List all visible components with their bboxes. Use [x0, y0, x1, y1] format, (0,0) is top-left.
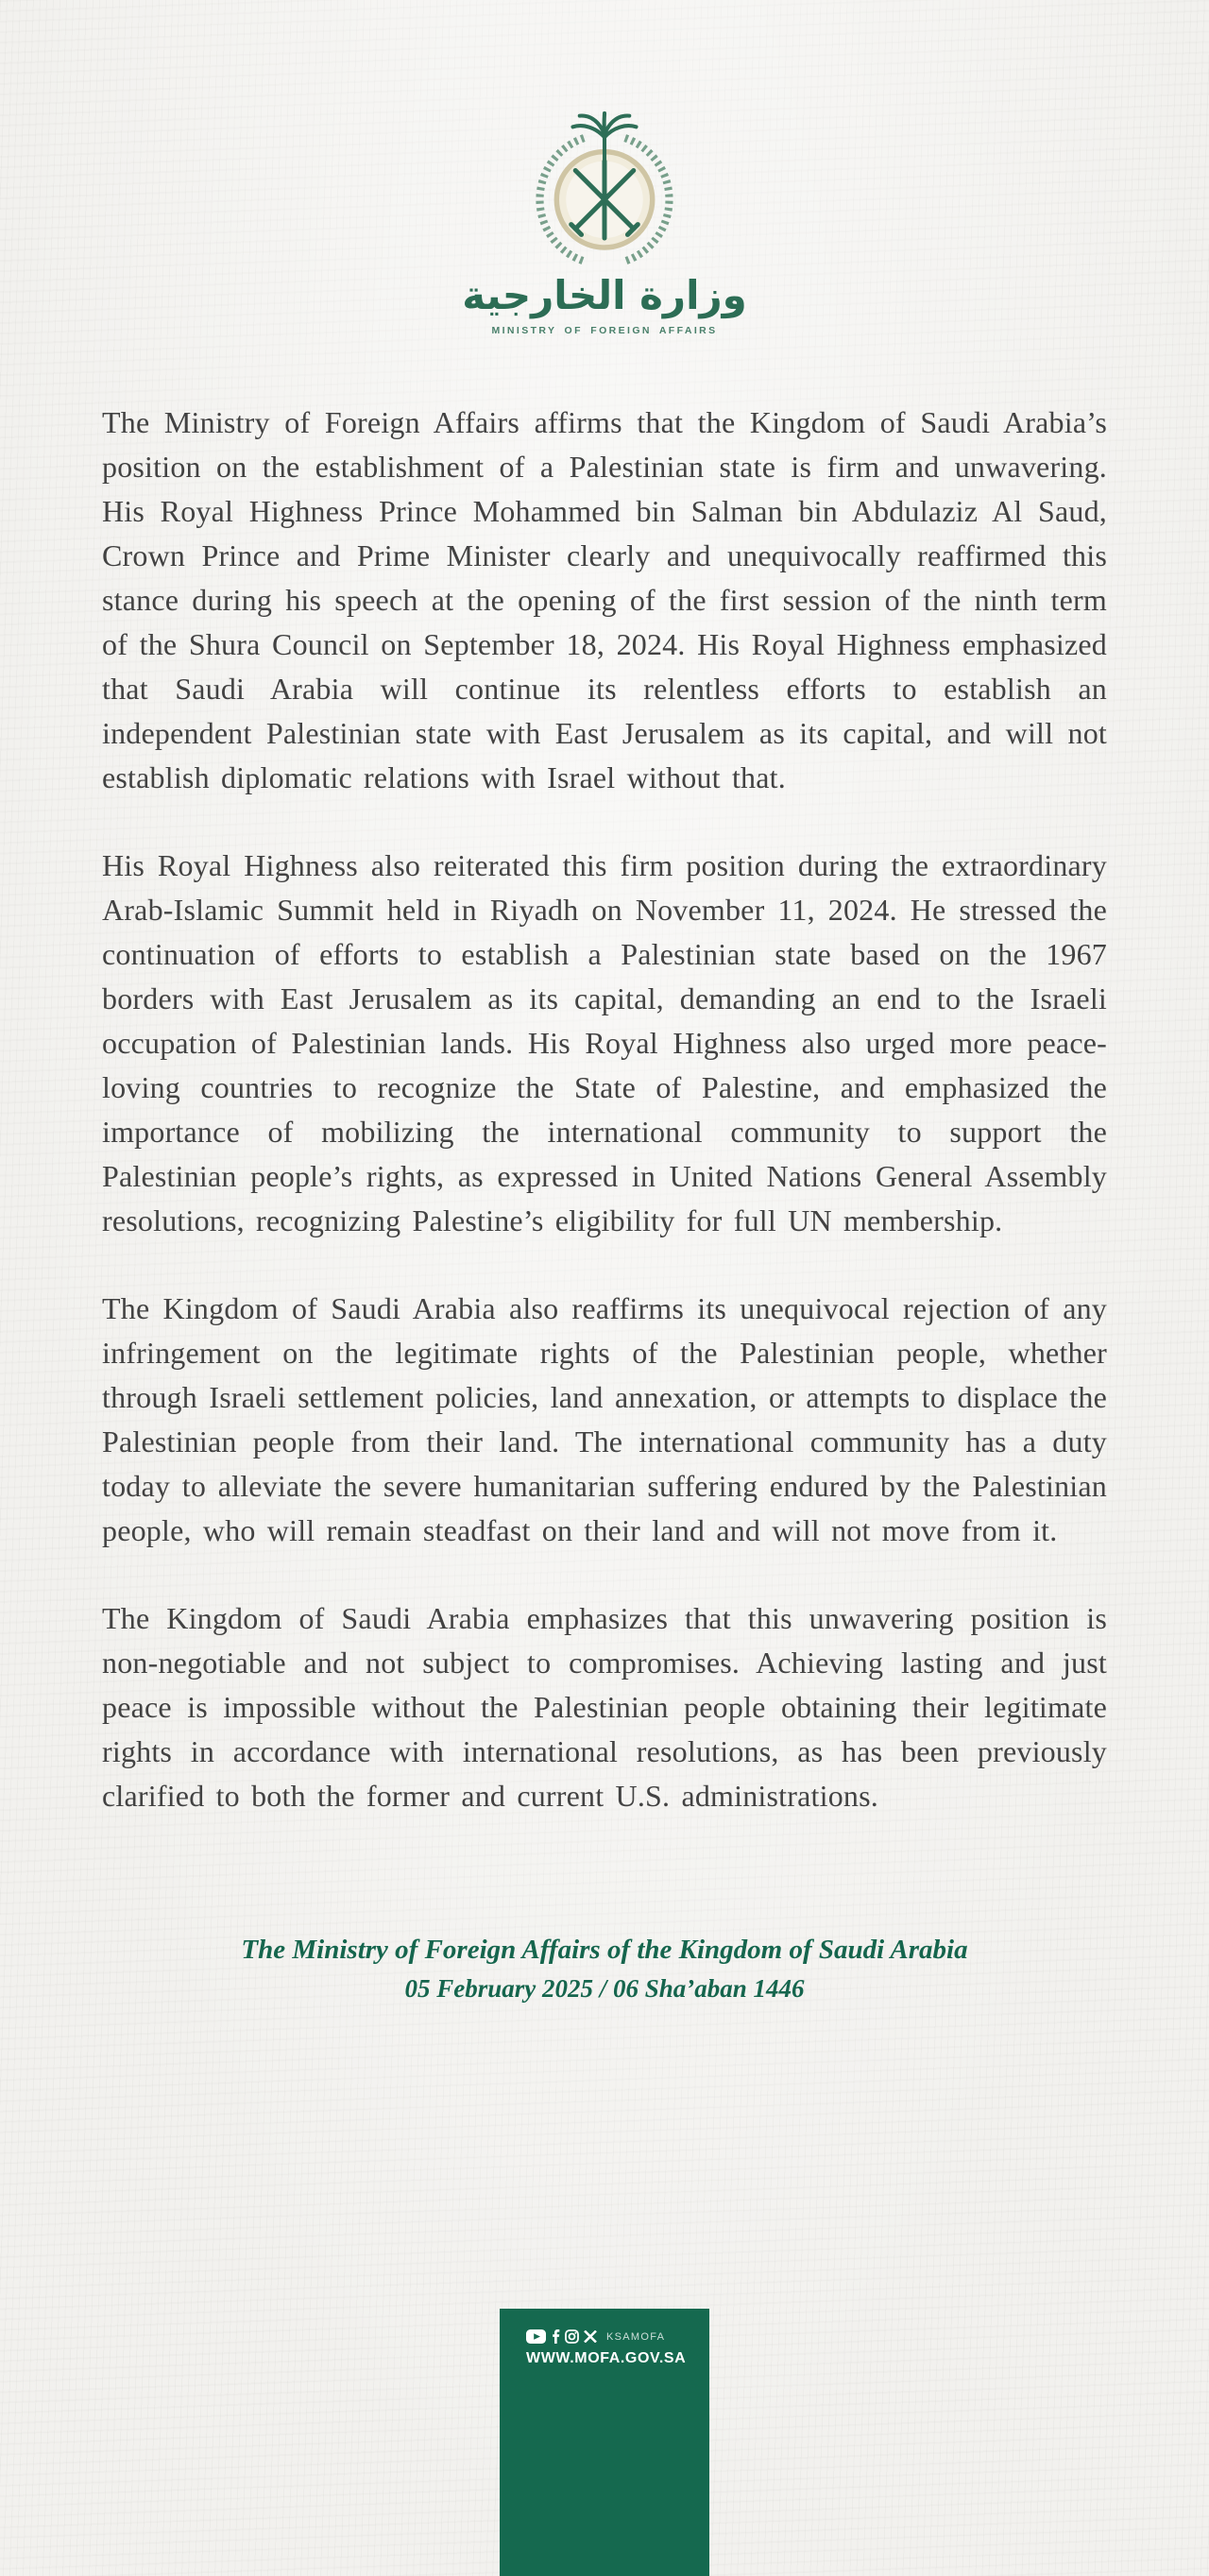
ministry-name-en: MINISTRY OF FOREIGN AFFAIRS [491, 325, 718, 336]
statement-paragraph-1: The Ministry of Foreign Affairs affirms that the Kingdom of Saudi Arabia’s position on the establishment of a Palestinian state is firm and unwavering. His Royal Highness Prince Mohammed bin Salman bin Abdulaziz Al Saud, Crown Prince and Prime Minister clearly and unequivocally reaffirmed this stance during his speech at the opening of the first session of the ninth term of the Shura Council on September 18, 2024. His Royal Highness emphasized that Saudi Arabia will continue its relentless efforts to establish an independent Palestinian state with East Jerusalem as its capital, and will not establish diplomatic relations with Israel without that. [102, 405, 1107, 794]
signature-date: 05 February 2025 / 06 Sha’aban 1446 [404, 1974, 805, 2003]
statement-paragraph-3: The Kingdom of Saudi Arabia also reaffirms its unequivocal rejection of any infringement on the legitimate rights of the Palestinian people, whether through Israeli settlement policies, land annexation, or attempts to displace the Palestinian people from their land. The international community has a duty today to alleviate the severe humanitarian suffering endured by the Palestinian people, who will remain steadfast on their land and will not move from it. [102, 1291, 1107, 1547]
signature-line: The Ministry of Foreign Affairs of the Kingdom of Saudi Arabia [241, 1935, 968, 1965]
mofa-emblem [0, 110, 1209, 268]
social-handle: KSAMOFA [606, 2330, 666, 2343]
facebook-icon [551, 2329, 560, 2344]
statement-paragraph-2: His Royal Highness also reiterated this firm position during the extraordinary Arab-Islamic Summit held in Riyadh on November 11, 2024. He stressed the continuation of efforts to establish a Palestinian state based on the 1967 borders with East Jerusalem as its capital, demanding an end to the Israeli occupation of Palestinian lands. His Royal Highness also urged more peace-loving countries to recognize the State of Palestine, and emphasized the importance of mobilizing the international community to support the Palestinian people’s rights, as expressed in United Nations General Assembly resolutions, recognizing Palestine’s eligibility for full UN membership. [102, 848, 1107, 1237]
footer-social-box [500, 2309, 709, 2576]
signature-block [0, 1930, 1209, 2007]
instagram-icon [565, 2329, 579, 2344]
youtube-icon [526, 2329, 546, 2344]
statement-body [102, 401, 1107, 1818]
palm-and-crossed-swords-icon [523, 110, 686, 268]
mofa-logo [0, 0, 1209, 336]
ministry-arabic-calligraphy: وزارة الخارجية [462, 272, 747, 318]
website-url: WWW.MOFA.GOV.SA [526, 2350, 687, 2366]
statement-paragraph-4: The Kingdom of Saudi Arabia emphasizes that this unwavering position is non-negotiable and not subject to compromises. Achieving lasting and just peace is impossible without the Palestinian people obtaining their legitimate rights in accordance with international resolutions, as has been previously clarified to both the former and current U.S. administrations. [102, 1601, 1107, 1813]
social-icons-row [526, 2329, 709, 2345]
x-icon [584, 2330, 597, 2343]
